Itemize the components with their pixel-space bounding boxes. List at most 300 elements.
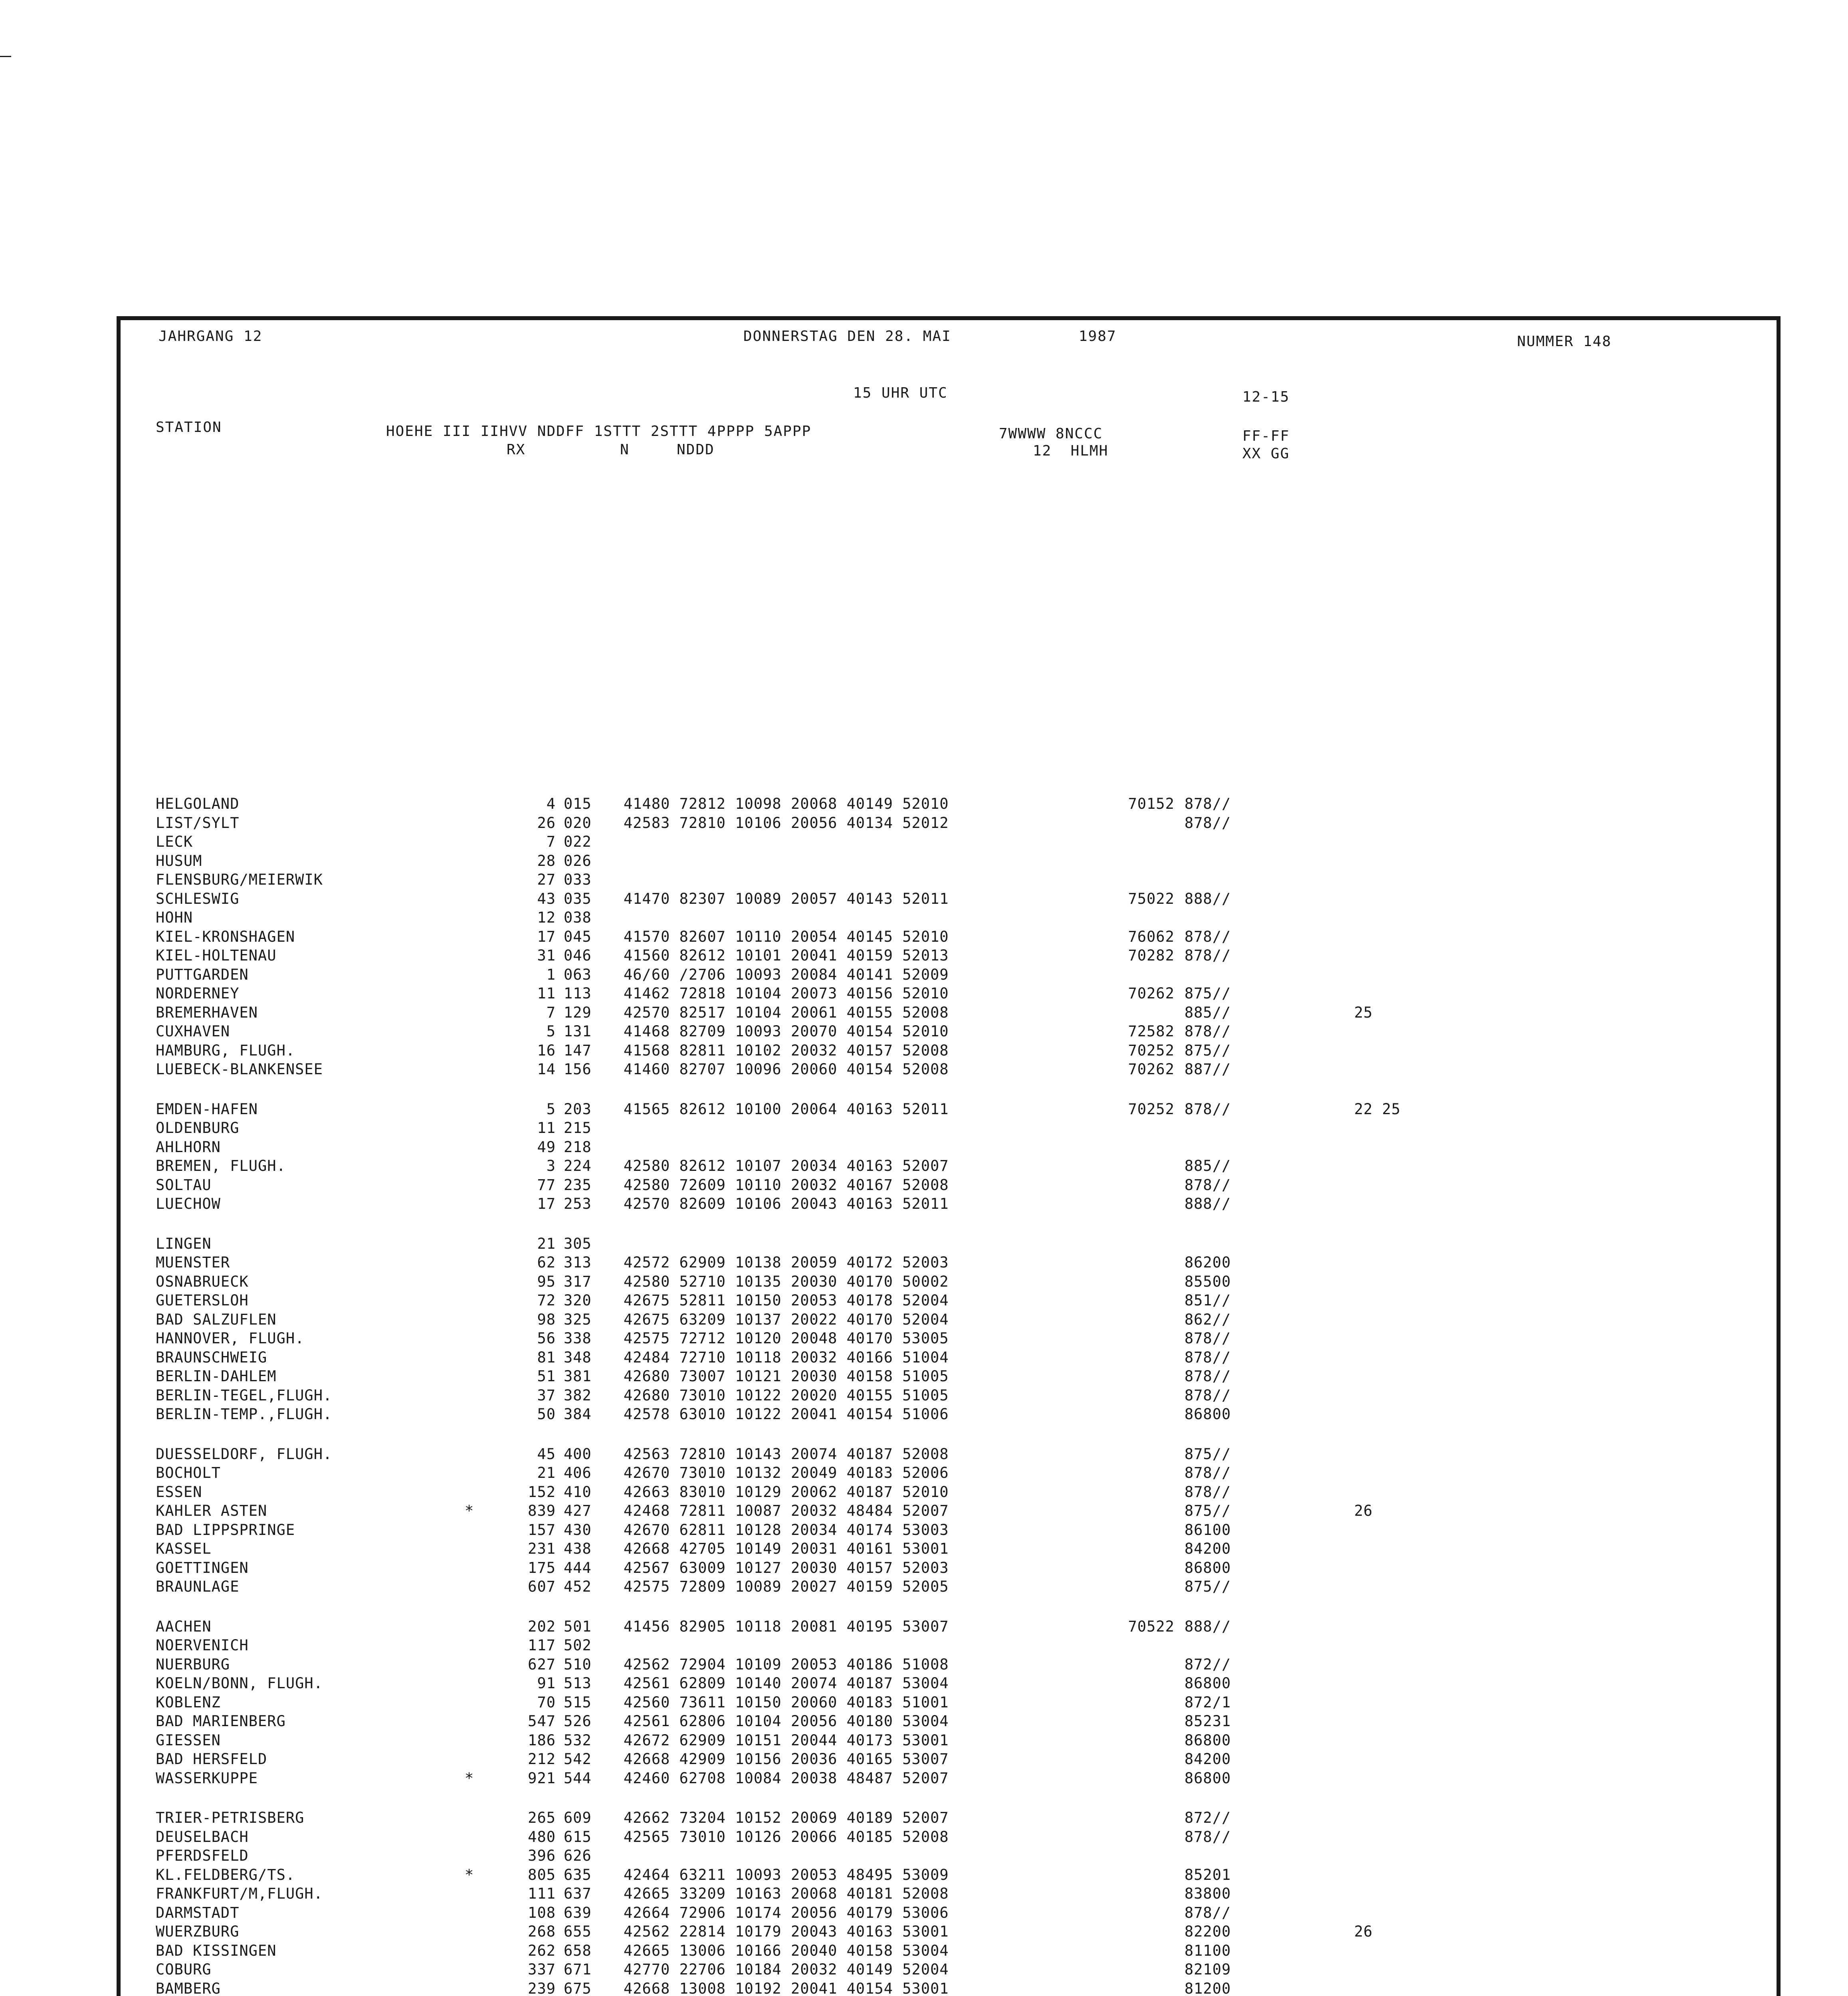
cell-iii: 609 [564,1809,592,1826]
cell-hoehe: 627 [528,1655,556,1673]
station-row [121,947,1777,966]
station-row [121,1119,1777,1139]
cell-seven: 70252 [1128,1100,1175,1118]
cell-eight: 878// [1184,1100,1231,1118]
cell-station: BOCHOLT [156,1464,221,1481]
cell-iii: 046 [564,947,592,964]
cell-iii: 438 [564,1540,592,1557]
cell-codes: 42567 63009 10127 20030 40157 52003 [624,1559,949,1576]
cell-codes: 42664 72906 10174 20056 40179 53006 [624,1904,949,1921]
cell-ff: 26 [1354,1923,1373,1940]
cell-codes: 42561 62806 10104 20056 40180 53004 [624,1713,949,1730]
cell-codes: 42668 42705 10149 20031 40161 53001 [624,1540,949,1557]
cell-ff: 22 25 [1354,1100,1401,1118]
cell-eight: 878// [1184,1348,1231,1366]
cell-codes: 42563 72810 10143 20074 40187 52008 [624,1445,949,1463]
cell-station: NORDERNEY [156,985,240,1002]
cell-codes: 46/60 /2706 10093 20084 40141 52009 [624,966,949,983]
station-row [121,1157,1777,1176]
cell-seven: 70522 [1128,1618,1175,1635]
cell-station: KOELN/BONN, FLUGH. [156,1675,323,1692]
cell-codes: 41456 82905 10118 20081 40195 53007 [624,1618,949,1635]
cell-hoehe: 3 [546,1157,556,1174]
cell-iii: 671 [564,1961,592,1978]
station-row [121,1828,1777,1847]
cell-codes: 42570 82609 10106 20043 40163 52011 [624,1195,949,1212]
station-row [121,1656,1777,1675]
cell-station: AACHEN [156,1618,212,1635]
station-row [121,1521,1777,1541]
year-label: 1987 [1079,328,1117,345]
cell-eight: 875// [1184,1042,1231,1059]
cell-iii: 637 [564,1885,592,1902]
cell-iii: 235 [564,1176,592,1194]
cell-eight: 878// [1184,1176,1231,1194]
cell-iii: 427 [564,1502,592,1519]
station-group [121,1101,1777,1214]
cell-codes: 41468 82709 10093 20070 40154 52010 [624,1023,949,1040]
cell-eight: 86800 [1184,1559,1231,1576]
cell-station: GUETERSLOH [156,1292,249,1309]
cell-eight: 875// [1184,1445,1231,1463]
cell-hoehe: 5 [546,1023,556,1040]
cell-station: HANNOVER, FLUGH. [156,1330,305,1347]
station-row [121,1980,1777,1996]
station-row [121,833,1777,852]
cell-eight: 875// [1184,1578,1231,1595]
cell-station: OSNABRUECK [156,1273,249,1290]
cell-station: BRAUNLAGE [156,1578,240,1595]
cell-iii: 513 [564,1675,592,1692]
cell-seven: 70282 [1128,947,1175,964]
cell-iii: 384 [564,1406,592,1423]
station-group [121,1446,1777,1597]
cell-hoehe: 175 [528,1559,556,1576]
cell-station: FLENSBURG/MEIERWIK [156,871,323,888]
cell-iii: 675 [564,1980,592,1996]
cell-hoehe: 4 [546,795,556,812]
issue-number: NUMMER 148 [1517,333,1612,350]
cell-seven: 72582 [1128,1023,1175,1040]
cell-station: KAHLER ASTEN [156,1502,267,1519]
cell-hoehe: 21 [537,1464,556,1481]
cell-iii: 203 [564,1100,592,1118]
station-group [121,1235,1777,1425]
cell-hoehe: 7 [546,833,556,850]
cell-iii: 532 [564,1731,592,1749]
cell-station: MUENSTER [156,1254,230,1271]
cell-eight: 878// [1184,1828,1231,1846]
cell-station: LUECHOW [156,1195,221,1212]
station-row [121,814,1777,834]
cell-codes: 42580 52710 10135 20030 40170 50002 [624,1273,949,1290]
cell-eight: 878// [1184,814,1231,832]
cell-iii: 526 [564,1713,592,1730]
cell-hoehe: 98 [537,1311,556,1328]
cell-codes: 42575 72809 10089 20027 40159 52005 [624,1578,949,1595]
cell-hoehe: 28 [537,852,556,869]
cell-eight: 878// [1184,1483,1231,1501]
cell-hoehe: 337 [528,1961,556,1978]
station-group [121,1809,1777,1996]
cell-hoehe: 37 [537,1386,556,1404]
cell-hoehe: 607 [528,1578,556,1595]
station-row [121,1330,1777,1349]
cell-codes: 42770 22706 10184 20032 40149 52004 [624,1961,949,1978]
cell-station: HELGOLAND [156,795,240,812]
cell-station: KOBLENZ [156,1693,221,1711]
cell-hoehe: 17 [537,1195,556,1212]
weather-header-line1: 7WWWW 8NCCC [999,426,1103,442]
cell-hoehe: 49 [537,1138,556,1156]
cell-station: HAMBURG, FLUGH. [156,1042,295,1059]
cell-station: NUERBURG [156,1655,230,1673]
cell-station: BERLIN-TEMP.,FLUGH. [156,1406,333,1423]
cell-station: PUTTGARDEN [156,966,249,983]
cell-hoehe: 396 [528,1847,556,1864]
cell-station: DARMSTADT [156,1904,240,1921]
cell-codes: 42580 72609 10110 20032 40167 52008 [624,1176,949,1194]
station-row [121,1311,1777,1330]
cell-station: KASSEL [156,1540,212,1557]
cell-station: LUEBECK-BLANKENSEE [156,1061,323,1078]
cell-hoehe: 21 [537,1235,556,1252]
jahrgang-label: JAHRGANG 12 [158,328,263,345]
cell-hoehe: 26 [537,814,556,832]
cell-iii: 626 [564,1847,592,1864]
station-row [121,1961,1777,1980]
cell-iii: 131 [564,1023,592,1040]
station-header: STATION [156,419,222,436]
cell-station: EMDEN-HAFEN [156,1100,258,1118]
cell-codes: 41560 82612 10101 20041 40159 52013 [624,947,949,964]
cell-seven: 75022 [1128,890,1175,907]
station-row [121,1387,1777,1406]
cell-station: BREMERHAVEN [156,1004,258,1021]
cell-codes: 42468 72811 10087 20032 48484 52007 [624,1502,949,1519]
cell-eight: 878// [1184,947,1231,964]
cell-eight: 875// [1184,985,1231,1002]
cell-codes: 42560 73611 10150 20060 40183 51001 [624,1693,949,1711]
cell-iii: 382 [564,1386,592,1404]
cell-hoehe: 152 [528,1483,556,1501]
cell-hoehe: 17 [537,928,556,945]
cell-station: BAD MARIENBERG [156,1713,286,1730]
cell-station: KL.FELDBERG/TS. [156,1866,295,1883]
station-group [121,795,1777,1080]
cell-star: * [465,1866,474,1883]
cell-codes: 42665 33209 10163 20068 40181 52008 [624,1885,949,1902]
cell-hoehe: 268 [528,1923,556,1940]
cell-station: LINGEN [156,1235,212,1252]
cell-eight: 83800 [1184,1885,1231,1902]
cell-station: BAD KISSINGEN [156,1942,277,1959]
cell-iii: 020 [564,814,592,832]
cell-eight: 851// [1184,1292,1231,1309]
cell-iii: 026 [564,852,592,869]
cell-station: PFERDSFELD [156,1847,249,1864]
station-group [121,1618,1777,1789]
cell-hoehe: 186 [528,1731,556,1749]
date-label: DONNERSTAG DEN 28. MAI [743,328,951,345]
station-row [121,909,1777,928]
station-row [121,1618,1777,1637]
cell-hoehe: 547 [528,1713,556,1730]
cell-codes: 41470 82307 10089 20057 40143 52011 [624,890,949,907]
edge-mark [0,56,11,57]
cell-iii: 156 [564,1061,592,1078]
cell-eight: 84200 [1184,1750,1231,1768]
cell-hoehe: 56 [537,1330,556,1347]
cell-station: LECK [156,833,193,850]
station-row [121,1273,1777,1292]
cell-codes: 42565 73010 10126 20066 40185 52008 [624,1828,949,1846]
cell-eight: 86800 [1184,1406,1231,1423]
cell-station: GOETTINGEN [156,1559,249,1576]
station-row [121,871,1777,890]
cell-iii: 215 [564,1119,592,1137]
cell-iii: 325 [564,1311,592,1328]
cell-codes: 42675 52811 10150 20053 40178 52004 [624,1292,949,1309]
cell-iii: 430 [564,1521,592,1539]
cell-eight: 86100 [1184,1521,1231,1539]
cell-codes: 42562 72904 10109 20053 40186 51008 [624,1655,949,1673]
cell-eight: 878// [1184,1386,1231,1404]
cell-codes: 42580 82612 10107 20034 40163 52007 [624,1157,949,1174]
cell-codes: 41570 82607 10110 20054 40145 52010 [624,928,949,945]
station-row [121,1540,1777,1559]
cell-hoehe: 157 [528,1521,556,1539]
cell-hoehe: 50 [537,1406,556,1423]
cell-codes: 41565 82612 10100 20064 40163 52011 [624,1100,949,1118]
station-row [121,1254,1777,1273]
cell-hoehe: 5 [546,1100,556,1118]
station-row [121,1732,1777,1751]
cell-eight: 85201 [1184,1866,1231,1883]
cell-station: TRIER-PETRISBERG [156,1809,305,1826]
cell-station: AHLHORN [156,1138,221,1156]
cell-seven: 70152 [1128,795,1175,812]
cell-ff: 26 [1354,1502,1373,1519]
station-row [121,1770,1777,1789]
cell-station: FRANKFURT/M,FLUGH. [156,1885,323,1902]
cell-iii: 317 [564,1273,592,1290]
cell-iii: 038 [564,909,592,926]
cell-iii: 510 [564,1655,592,1673]
cell-codes: 42665 13006 10166 20040 40158 53004 [624,1942,949,1959]
cell-codes: 42464 63211 10093 20053 48495 53009 [624,1866,949,1883]
station-row [121,1750,1777,1770]
station-row [121,1139,1777,1158]
cell-seven: 76062 [1128,928,1175,945]
cell-station: SOLTAU [156,1176,212,1194]
cell-hoehe: 231 [528,1540,556,1557]
cell-eight: 86800 [1184,1675,1231,1692]
code-header-line1: HOEHE III IIHVV NDDFF 1STTT 2STTT 4PPPP 5APPP [386,423,812,440]
cell-hoehe: 117 [528,1637,556,1654]
station-row [121,1061,1777,1080]
station-row [121,795,1777,814]
cell-hoehe: 108 [528,1904,556,1921]
station-row [121,890,1777,909]
cell-hoehe: 265 [528,1809,556,1826]
cell-station: BAD SALZUFLEN [156,1311,277,1328]
cell-iii: 224 [564,1157,592,1174]
cell-codes: 42583 72810 10106 20056 40134 52012 [624,814,949,832]
cell-iii: 381 [564,1368,592,1385]
station-row [121,1176,1777,1196]
cell-iii: 015 [564,795,592,812]
cell-iii: 129 [564,1004,592,1021]
cell-codes: 42670 73010 10132 20049 40183 52006 [624,1464,949,1481]
cell-iii: 045 [564,928,592,945]
station-row [121,1694,1777,1713]
cell-codes: 42680 73007 10121 20030 40158 51005 [624,1368,949,1385]
cell-iii: 655 [564,1923,592,1940]
cell-hoehe: 81 [537,1348,556,1366]
cell-station: KIEL-HOLTENAU [156,947,277,964]
cell-iii: 033 [564,871,592,888]
cell-station: LIST/SYLT [156,814,240,832]
station-row [121,1923,1777,1942]
cell-hoehe: 202 [528,1618,556,1635]
cell-iii: 063 [564,966,592,983]
station-row [121,1368,1777,1387]
cell-station: DEUSELBACH [156,1828,249,1846]
station-row [121,1904,1777,1923]
cell-station: HUSUM [156,852,202,869]
cell-codes: 42570 82517 10104 20061 40155 52008 [624,1004,949,1021]
cell-station: BAD LIPPSPRINGE [156,1521,295,1539]
station-row [121,852,1777,871]
cell-eight: 872// [1184,1655,1231,1673]
station-row [121,1809,1777,1828]
cell-seven: 70262 [1128,1061,1175,1078]
cell-hoehe: 262 [528,1942,556,1959]
cell-hoehe: 921 [528,1769,556,1787]
cell-iii: 501 [564,1618,592,1635]
ff-time: 12-15 [1242,389,1290,405]
cell-iii: 035 [564,890,592,907]
cell-codes: 42668 42909 10156 20036 40165 53007 [624,1750,949,1768]
cell-station: KIEL-KRONSHAGEN [156,928,295,945]
cell-station: WUERZBURG [156,1923,240,1940]
cell-hoehe: 27 [537,871,556,888]
cell-eight: 878// [1184,1464,1231,1481]
cell-codes: 42578 63010 10122 20041 40154 51006 [624,1406,949,1423]
cell-hoehe: 43 [537,890,556,907]
cell-station: BERLIN-DAHLEM [156,1368,277,1385]
station-row [121,1349,1777,1368]
cell-iii: 406 [564,1464,592,1481]
cell-codes: 42675 63209 10137 20022 40170 52004 [624,1311,949,1328]
cell-codes: 41568 82811 10102 20032 40157 52008 [624,1042,949,1059]
cell-hoehe: 839 [528,1502,556,1519]
station-row [121,1847,1777,1866]
station-row [121,928,1777,947]
cell-iii: 658 [564,1942,592,1959]
ff-header-line2: XX GG [1242,446,1290,462]
station-row [121,1942,1777,1961]
cell-codes: 41480 72812 10098 20068 40149 52010 [624,795,949,812]
cell-hoehe: 95 [537,1273,556,1290]
cell-codes: 42575 72712 10120 20048 40170 53005 [624,1330,949,1347]
cell-station: BAMBERG [156,1980,221,1996]
cell-codes: 42460 62708 10084 20038 48487 52007 [624,1769,949,1787]
cell-seven: 70262 [1128,985,1175,1002]
cell-iii: 515 [564,1693,592,1711]
cell-eight: 878// [1184,1023,1231,1040]
cell-eight: 878// [1184,1904,1231,1921]
cell-codes: 42680 73010 10122 20020 40155 51005 [624,1386,949,1404]
cell-hoehe: 45 [537,1445,556,1463]
cell-iii: 348 [564,1348,592,1366]
cell-station: ESSEN [156,1483,202,1501]
cell-eight: 86800 [1184,1731,1231,1749]
cell-iii: 218 [564,1138,592,1156]
cell-star: * [465,1769,474,1787]
cell-station: BERLIN-TEGEL,FLUGH. [156,1386,333,1404]
cell-eight: 888// [1184,1618,1231,1635]
cell-iii: 615 [564,1828,592,1846]
station-row [121,1885,1777,1904]
cell-iii: 542 [564,1750,592,1768]
cell-iii: 320 [564,1292,592,1309]
cell-hoehe: 31 [537,947,556,964]
cell-iii: 452 [564,1578,592,1595]
cell-iii: 410 [564,1483,592,1501]
weather-report-sheet [117,316,1781,1996]
cell-hoehe: 14 [537,1061,556,1078]
cell-eight: 86800 [1184,1769,1231,1787]
cell-station: WASSERKUPPE [156,1769,258,1787]
station-row [121,1195,1777,1214]
cell-iii: 635 [564,1866,592,1883]
ff-header-line1: FF-FF [1242,428,1290,444]
cell-codes: 42572 62909 10138 20059 40172 52003 [624,1254,949,1271]
cell-eight: 862// [1184,1311,1231,1328]
cell-hoehe: 7 [546,1004,556,1021]
cell-station: COBURG [156,1961,212,1978]
cell-eight: 872// [1184,1809,1231,1826]
station-row [121,1023,1777,1042]
cell-codes: 42668 13008 10192 20041 40154 53001 [624,1980,949,1996]
station-row [121,1675,1777,1694]
cell-eight: 878// [1184,795,1231,812]
station-row [121,1637,1777,1656]
cell-iii: 113 [564,985,592,1002]
cell-codes: 42561 62809 10140 20074 40187 53004 [624,1675,949,1692]
cell-station: NOERVENICH [156,1637,249,1654]
cell-star: * [465,1502,474,1519]
cell-iii: 253 [564,1195,592,1212]
cell-codes: 41460 82707 10096 20060 40154 52008 [624,1061,949,1078]
station-row [121,1292,1777,1311]
cell-codes: 42484 72710 10118 20032 40166 51004 [624,1348,949,1366]
station-row [121,985,1777,1004]
cell-hoehe: 72 [537,1292,556,1309]
cell-codes: 41462 72818 10104 20073 40156 52010 [624,985,949,1002]
cell-hoehe: 51 [537,1368,556,1385]
cell-eight: 85500 [1184,1273,1231,1290]
cell-hoehe: 91 [537,1675,556,1692]
station-row [121,1713,1777,1732]
cell-eight: 85231 [1184,1713,1231,1730]
cell-codes: 42670 62811 10128 20034 40174 53003 [624,1521,949,1539]
weather-header-line2: 12 HLMH [1033,443,1109,459]
cell-station: SCHLESWIG [156,890,240,907]
cell-eight: 81100 [1184,1942,1231,1959]
